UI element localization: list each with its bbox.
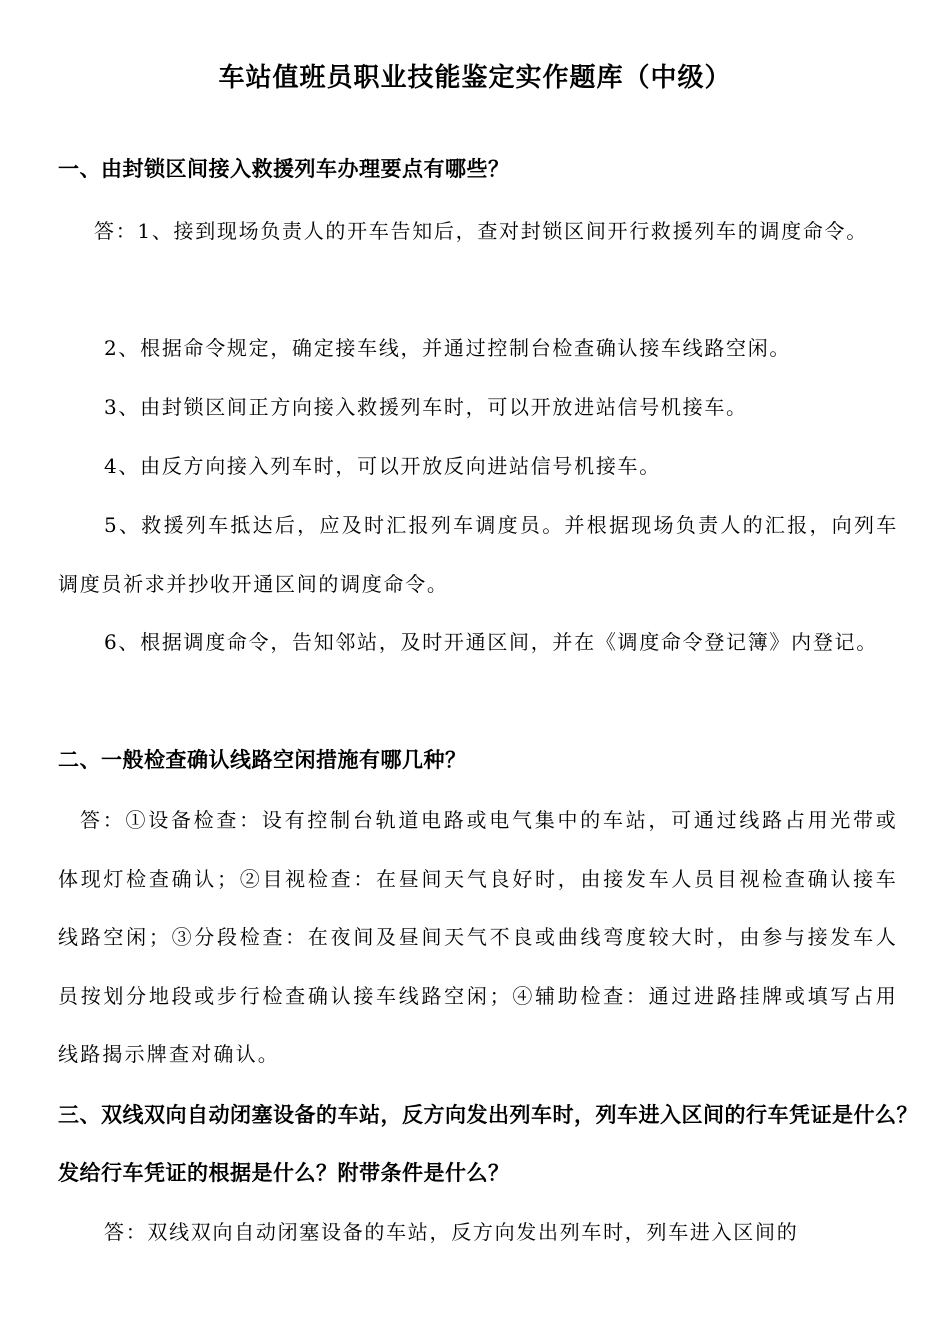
answer-paragraph-1-3: 3、由封锁区间正方向接入救援列车时，可以开放进站信号机接车。 [104,395,748,419]
document-title: 车站值班员职业技能鉴定实作题库（中级） [218,63,732,93]
section-heading-1: 一、由封锁区间接入救援列车办理要点有哪些？ [58,157,510,181]
section-heading-3: 三、双线双向自动闭塞设备的车站，反方向发出列车时，列车进入区间的行车凭证是什么？发给行车凭证的根据是什么？附带条件是什么？ [58,1103,918,1185]
answer-paragraph-3-1: 答：双线双向自动闭塞设备的车站，反方向发出列车时，列车进入区间的 [104,1220,799,1244]
section-heading-2: 二、一般检查确认线路空闲措施有哪几种？ [58,748,467,772]
answer-paragraph-1-5: 5、救援列车抵达后，应及时汇报列车调度员。并根据现场负责人的汇报，向列车调度员祈求并抄收开通区间的调度命令。 [58,513,898,596]
answer-paragraph-2-1: 答：①设备检查：设有控制台轨道电路或电气集中的车站，可通过线路占用光带或体现灯检查确认；②目视检查：在昼间天气良好时，由接发车人员目视检查确认接车线路空闲；③分段检查：在夜间及昼间天气不良或曲线弯度较大时，由参与接发车人员按划分地段或步行检查确认接车线路空闲；④辅助检查：通过进路挂牌或填写占用线路揭示牌查对确认。 [58,808,898,1066]
answer-paragraph-1-6: 6、根据调度命令，告知邻站，及时开通区间，并在《调度命令登记簿》内登记。 [104,630,878,654]
answer-paragraph-1-1: 答：1、接到现场负责人的开车告知后，查对封锁区间开行救援列车的调度命令。 [94,219,868,243]
answer-paragraph-1-2: 2、根据命令规定，确定接车线，并通过控制台检查确认接车线路空闲。 [104,336,792,360]
answer-paragraph-1-4: 4、由反方向接入列车时，可以开放反向进站信号机接车。 [104,454,661,478]
